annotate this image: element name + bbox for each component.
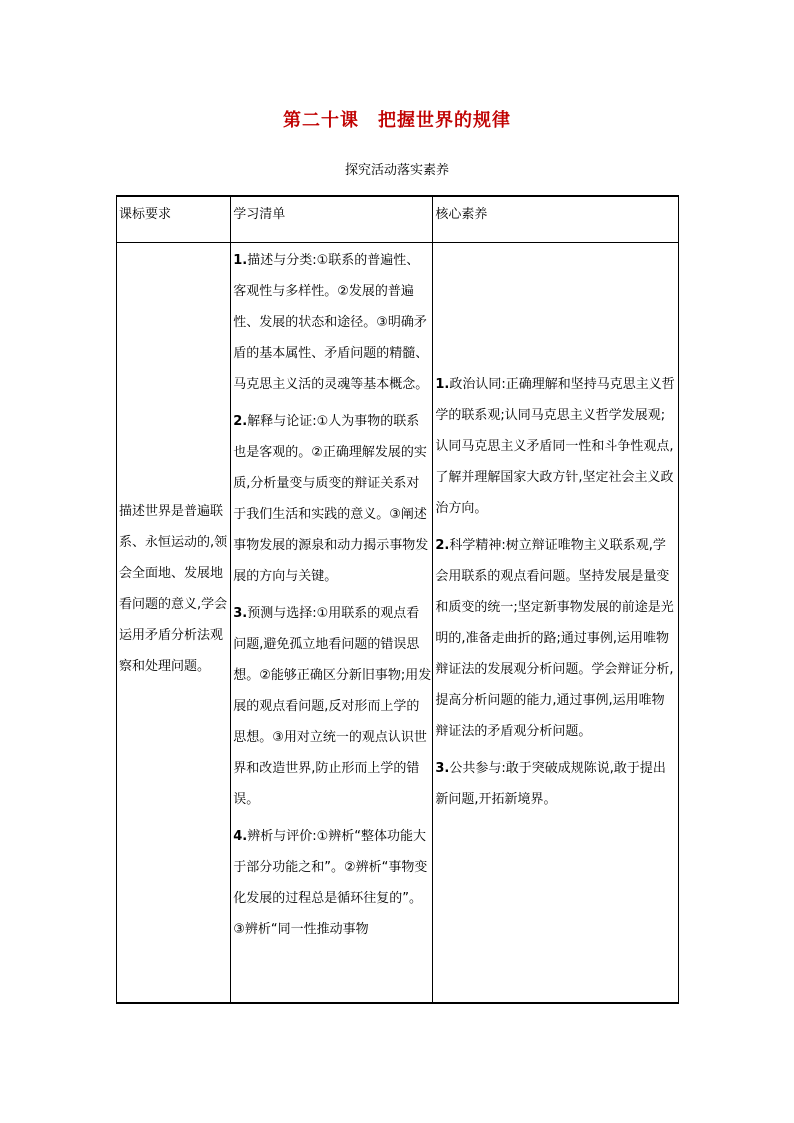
page-subtitle: 探究活动落实素养 [344,163,449,178]
table-header-row [117,196,679,242]
study-item [233,245,431,400]
study-item [233,821,431,945]
header-core-literacy: 核心素养 [433,196,679,242]
literacy-item-text: 公共参与:敢于突破成规陈说,敢于提出新问题,开拓新境界。 [435,760,666,807]
study-item-number: 3. [233,605,248,621]
table-body-row [117,242,679,1003]
study-item-number: 4. [233,828,248,844]
curriculum-table [116,195,679,1004]
study-item-text: 辨析与评价:①辨析“整体功能大于部分功能之和”。②辨析“事物变化发展的过程总是循环往复的”。③辨析“同一性推动事物 [233,828,428,937]
literacy-item-number: 3. [435,760,450,776]
literacy-item-number: 2. [435,537,450,553]
study-item-text: 描述与分类:①联系的普遍性、客观性与多样性。②发展的普遍性、发展的状态和途径。③明确矛盾的基本属性、矛盾问题的精髓、马克思主义活的灵魂等基本概念。 [233,252,429,392]
literacy-item [435,369,677,524]
study-item [233,598,431,815]
literacy-item [435,530,677,747]
requirements-cell [117,242,231,1003]
study-item-number: 2. [233,413,248,429]
page-title: 第二十课 把握世界的规律 [283,110,511,131]
literacy-item-text: 政治认同:正确理解和坚持马克思主义哲学的联系观;认同马克思主义哲学发展观;认同马克思主义矛盾同一性和斗争性观点,了解并理解国家大政方针,坚定社会主义政治方向。 [435,376,675,516]
study-list-cell [231,242,433,1003]
study-item-text: 预测与选择:①用联系的观点看问题,避免孤立地看问题的错误思想。②能够正确区分新旧事物;用发展的观点看问题,反对形而上学的思想。③用对立统一的观点认识世界和改造世界,防止形而上学的错误。 [233,605,432,807]
study-item-number: 1. [233,252,248,268]
study-item [233,406,431,592]
literacy-item [435,753,677,815]
header-requirements: 课标要求 [117,196,231,242]
requirements-text: 描述世界是普遍联系、永恒运动的,领会全面地、发展地看问题的意义,学会运用矛盾分析法观察和处理问题。 [119,503,228,674]
core-literacy-cell [433,242,679,1003]
study-item-text: 解释与论证:①人为事物的联系也是客观的。②正确理解发展的实质,分析量变与质变的辩证关系对于我们生活和实践的意义。③阐述事物发展的源泉和动力揭示事物发展的方向与关键。 [233,413,429,584]
literacy-item-text: 科学精神:树立辩证唯物主义联系观,学会用联系的观点看问题。坚持发展是量变和质变的统一;坚定新事物发展的前途是光明的,准备走曲折的路;通过事例,运用唯物辩证法的发展观分析问题。学会辩证分析,提高分析问题的能力,通过事例,运用唯物辩证法的矛盾观分析问题。 [435,537,674,739]
header-study-list: 学习清单 [231,196,433,242]
literacy-item-number: 1. [435,376,450,392]
